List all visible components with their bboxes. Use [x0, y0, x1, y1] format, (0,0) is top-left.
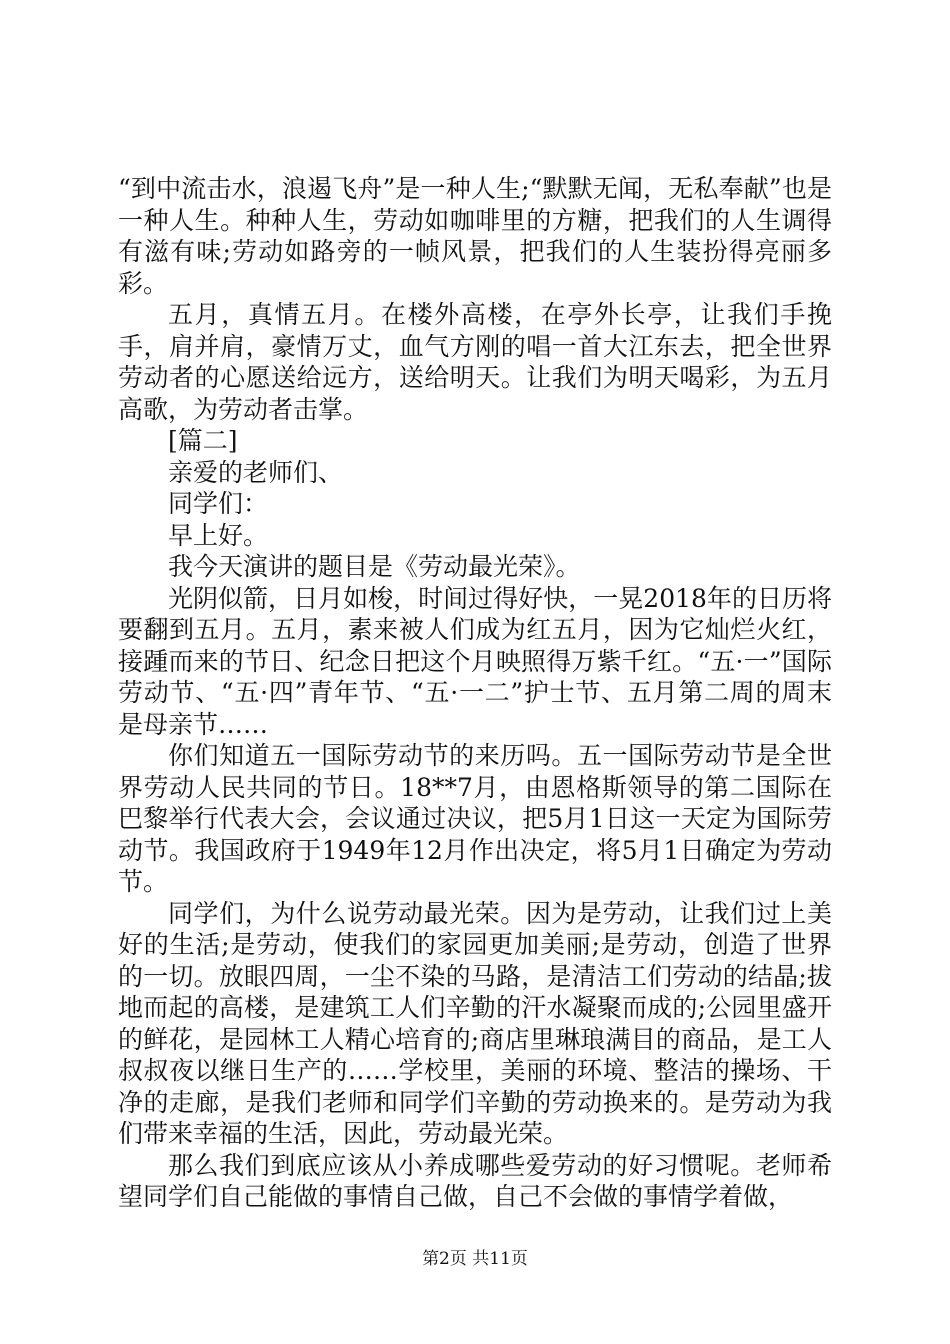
speech-title-line: 我今天演讲的题目是《劳动最光荣》。	[168, 552, 581, 581]
paragraph: “到中流击水，浪遏飞舟”是一种人生;“默默无闻，无私奉献”也是一种人生。种种人生，劳动如咖啡里的方糖，把我们的人生调得有滋有味;劳动如路旁的一帧风景，把我们的人生装扮得亮丽多彩。	[118, 174, 832, 298]
paragraph: 光阴似箭，日月如梭，时间过得好快，一晃2018年的日历将要翻到五月。五月，素来被人们成为红五月，因为它灿烂火红，接踵而来的节日、纪念日把这个月映照得万紫千红。“五·一”国际劳动节、“五·四”青年节、“五·一二”护士节、五月第二周的周末是母亲节……	[118, 583, 832, 739]
document-body	[118, 173, 832, 1213]
paragraph: 同学们，为什么说劳动最光荣。因为是劳动，让我们过上美好的生活;是劳动，使我们的家园更加美丽;是劳动，创造了世界的一切。放眼四周，一尘不染的马路，是清洁工们劳动的结晶;拔地而起的高楼，是建筑工人们辛勤的汗水凝聚而成的;公园里盛开的鲜花，是园林工人精心培育的;商店里琳琅满目的商品，是工人叔叔夜以继日生产的……学校里，美丽的环境、整洁的操场、干净的走廊，是我们老师和同学们辛勤的劳动换来的。是劳动为我们带来幸福的生活，因此，劳动最光荣。	[118, 898, 832, 1148]
salutation-line: 同学们：	[168, 489, 269, 518]
page-number-footer: 第2页 共11页	[422, 1249, 528, 1269]
salutation-line: 亲爱的老师们、	[168, 457, 344, 487]
paragraph: 那么我们到底应该从小养成哪些爱劳动的好习惯呢。老师希望同学们自己能做的事情自己做，自己不会做的事情学着做，	[118, 1150, 832, 1211]
greeting-line: 早上好。	[168, 520, 269, 550]
paragraph: 你们知道五一国际劳动节的来历吗。五一国际劳动节是全世界劳动人民共同的节日。18**7月，由恩格斯领导的第二国际在巴黎举行代表大会，会议通过决议，把5月1日这一天定为国际劳动节。我国政府于1949年12月作出决定，将5月1日确定为劳动节。	[118, 741, 832, 896]
section-heading: [篇二]	[168, 426, 238, 455]
paragraph: 五月，真情五月。在楼外高楼，在亭外长亭，让我们手挽手，肩并肩，豪情万丈，血气方刚的唱一首大江东去，把全世界劳动者的心愿送给远方，送给明天。让我们为明天喝彩，为五月高歌，为劳动者击掌。	[118, 300, 832, 424]
